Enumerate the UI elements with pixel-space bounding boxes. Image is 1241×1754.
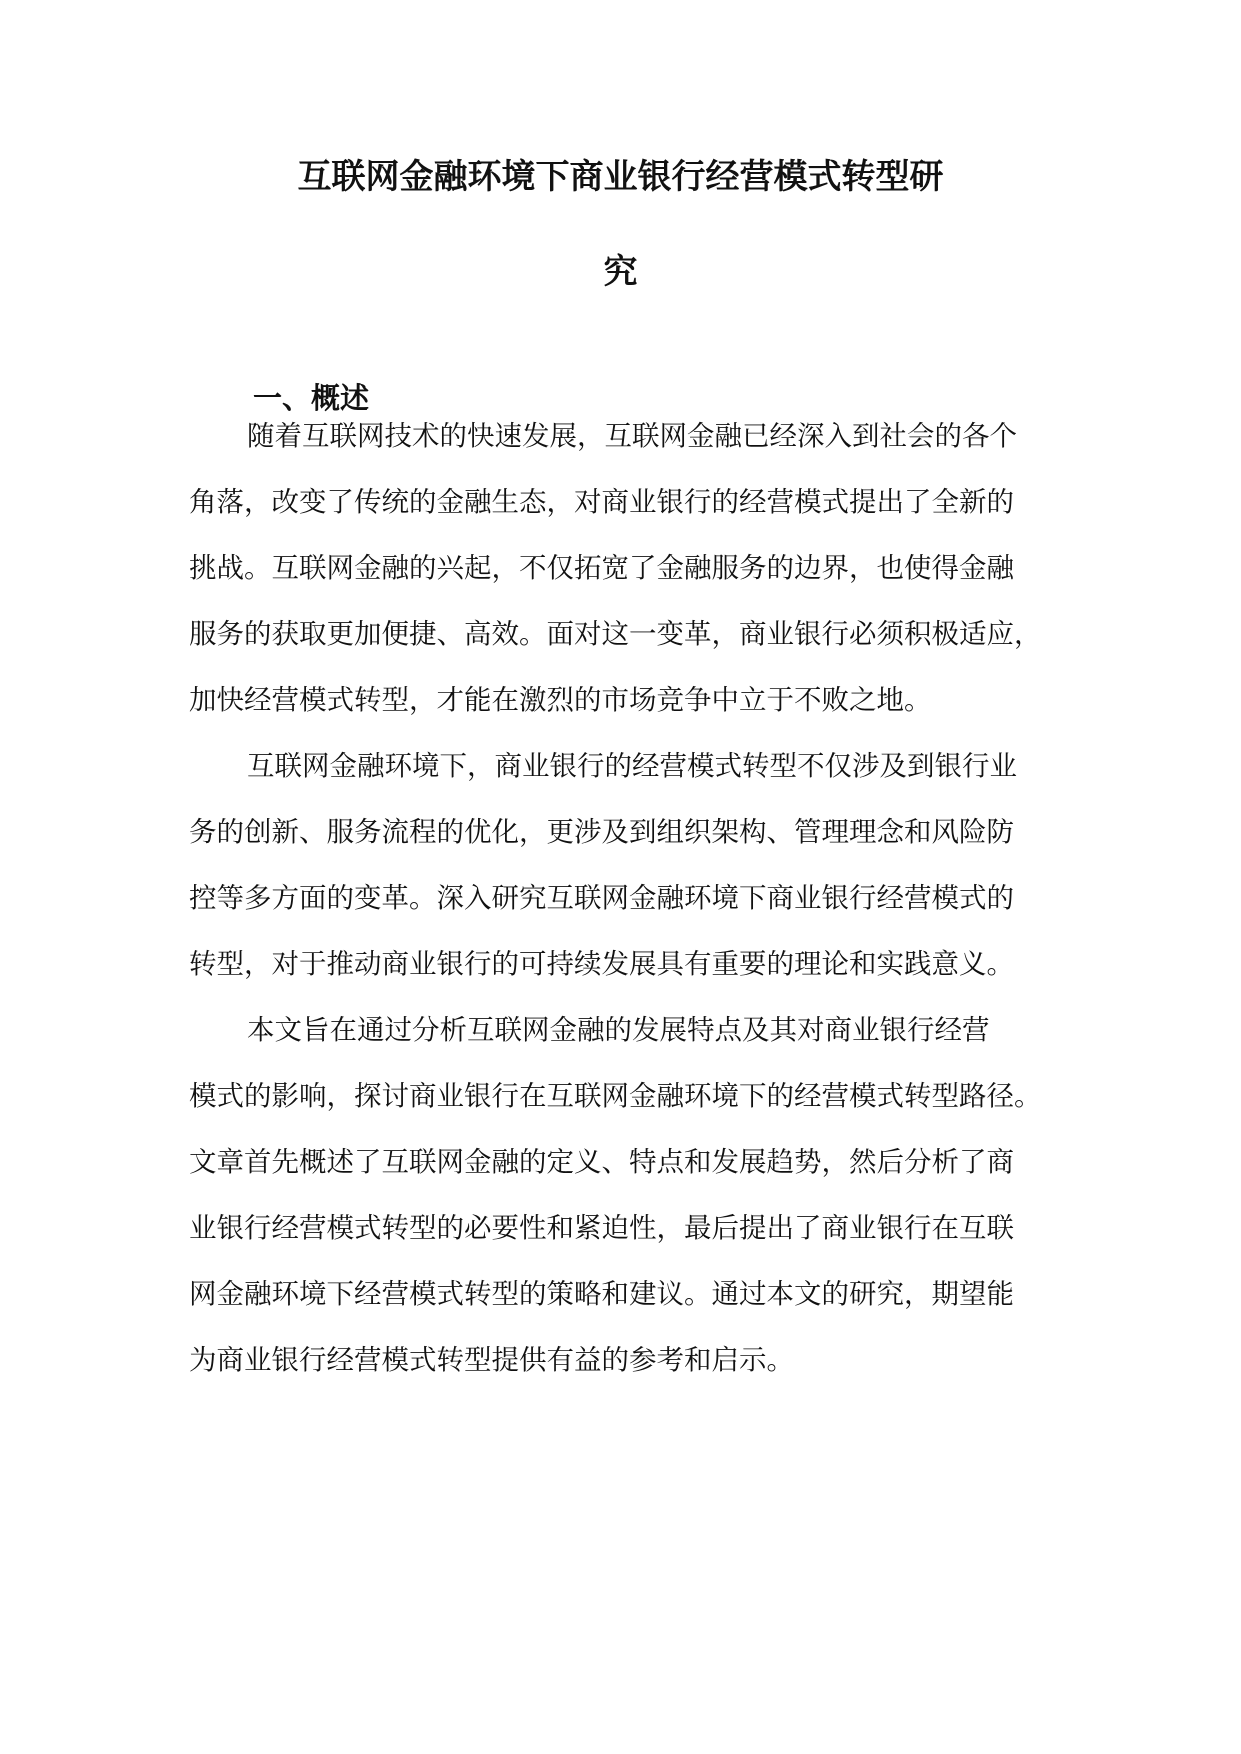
paragraph-line: 角落，改变了传统的金融生态，对商业银行的经营模式提出了全新的 — [189, 486, 1014, 518]
paragraph-line: 本文旨在通过分析互联网金融的发展特点及其对商业银行经营 — [247, 1014, 990, 1046]
paragraph-line: 模式的影响，探讨商业银行在互联网金融环境下的经营模式转型路径。 — [189, 1080, 1042, 1112]
paragraph-line: 加快经营模式转型，才能在激烈的市场竞争中立于不败之地。 — [189, 684, 932, 716]
document-title-line-2: 究 — [603, 252, 638, 292]
paragraph-line: 互联网金融环境下，商业银行的经营模式转型不仅涉及到银行业 — [247, 750, 1017, 782]
paragraph-line: 随着互联网技术的快速发展，互联网金融已经深入到社会的各个 — [247, 420, 1017, 452]
document-title-line-1: 互联网金融环境下商业银行经营模式转型研 — [297, 157, 944, 197]
paragraph-line: 务的创新、服务流程的优化，更涉及到组织架构、管理理念和风险防 — [189, 816, 1014, 848]
paragraph-line: 业银行经营模式转型的必要性和紧迫性，最后提出了商业银行在互联 — [189, 1212, 1014, 1244]
paragraph-line: 转型，对于推动商业银行的可持续发展具有重要的理论和实践意义。 — [189, 948, 1014, 980]
paragraph-line: 服务的获取更加便捷、高效。面对这一变革，商业银行必须积极适应， — [189, 618, 1042, 650]
paragraph-line: 为商业银行经营模式转型提供有益的参考和启示。 — [189, 1344, 794, 1376]
paragraph-line: 挑战。互联网金融的兴起，不仅拓宽了金融服务的边界，也使得金融 — [189, 552, 1014, 584]
section-heading: 一、概述 — [253, 381, 370, 415]
paragraph-line: 文章首先概述了互联网金融的定义、特点和发展趋势，然后分析了商 — [189, 1146, 1014, 1178]
paragraph-line: 控等多方面的变革。深入研究互联网金融环境下商业银行经营模式的 — [189, 882, 1014, 914]
paragraph-line: 网金融环境下经营模式转型的策略和建议。通过本文的研究，期望能 — [189, 1278, 1014, 1310]
